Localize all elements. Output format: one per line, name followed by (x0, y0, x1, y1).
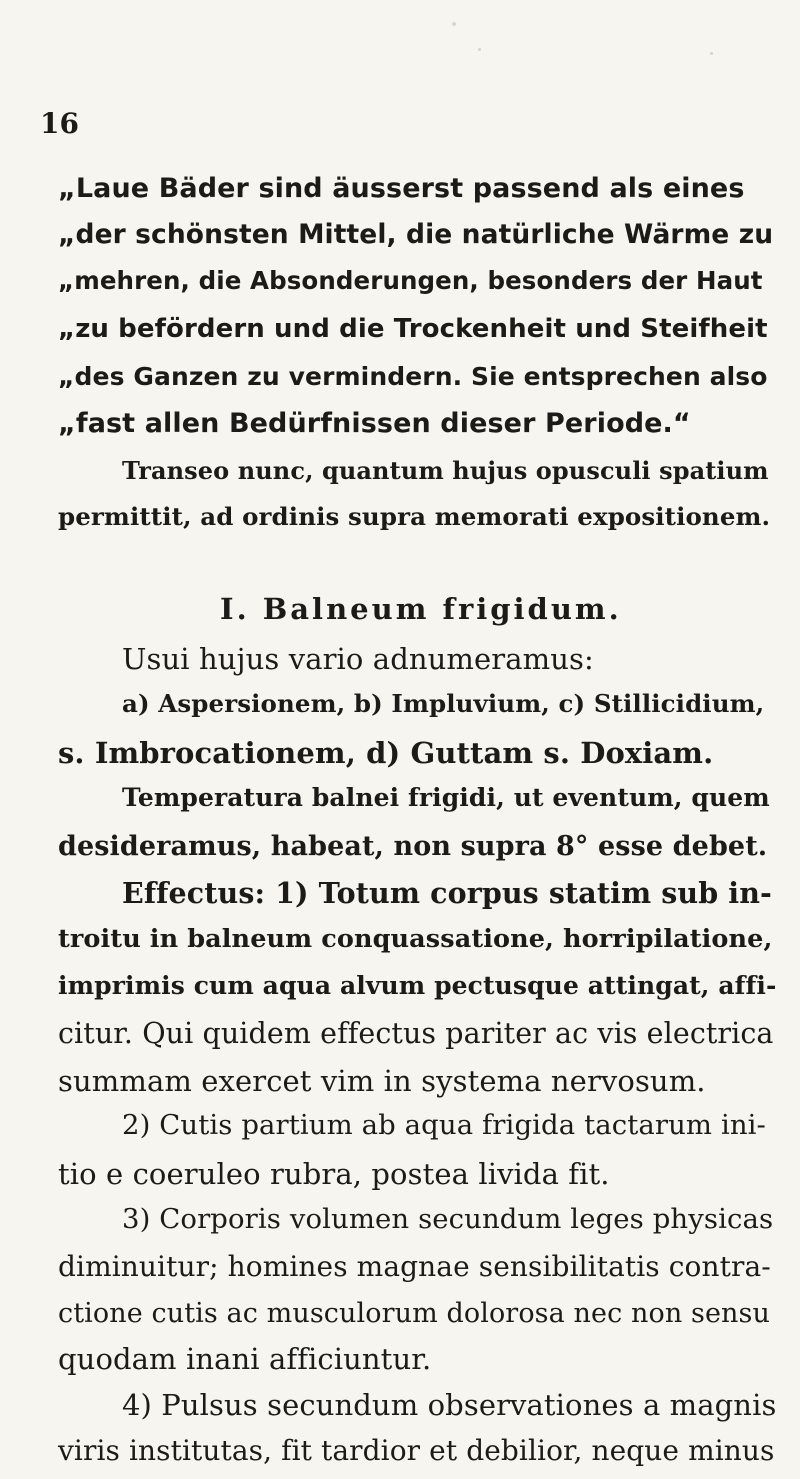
paragraph-line: imprimis cum aqua alvum pectusque attingat, affi- (58, 971, 777, 1001)
paragraph-line: s. Imbrocationem, d) Guttam s. Doxiam. (58, 735, 714, 770)
page-number: 16 (40, 107, 79, 140)
paragraph-line: Effectus: 1) Totum corpus statim sub in- (122, 875, 772, 910)
paragraph-line: Transeo nunc, quantum hujus opusculi spatium (122, 456, 769, 486)
paragraph-line: 3) Corporis volumen secundum leges physicas (122, 1203, 774, 1235)
paragraph-line: summam exercet vim in systema nervosum. (58, 1063, 706, 1098)
paragraph-line: permittit, ad ordinis supra memorati expositionem. (58, 501, 771, 531)
paragraph-line: diminuitur; homines magnae sensibilitatis contra- (58, 1249, 771, 1283)
paper-speck (452, 22, 456, 26)
quote-line: „der schönsten Mittel, die natürliche Wärme zu (58, 218, 774, 250)
quote-line: „zu befördern und die Trockenheit und Steifheit (58, 314, 768, 345)
paper-speck (710, 52, 713, 55)
paragraph-line: quodam inani afficiuntur. (58, 1342, 432, 1377)
paragraph-line: Temperatura balnei frigidi, ut eventum, quem (122, 782, 770, 812)
quote-line: „mehren, die Absonderungen, besonders der Haut (58, 266, 763, 296)
paragraph-line: a) Aspersionem, b) Impluvium, c) Stillicidium, (122, 688, 765, 718)
paper-speck (478, 48, 481, 51)
paragraph-line: 2) Cutis partium ab aqua frigida tactarum ini- (122, 1108, 766, 1141)
quote-line: „Laue Bäder sind äusserst passend als eines (58, 173, 745, 204)
paragraph-line: ctione cutis ac musculorum dolorosa nec non sensu (58, 1297, 770, 1329)
quote-line: „des Ganzen zu vermindern. Sie entsprechen also (58, 361, 768, 391)
section-heading: I. Balneum frigidum. (220, 591, 622, 626)
quote-line: „fast allen Bedürfnissen dieser Periode.“ (58, 407, 691, 439)
paragraph-line: desideramus, habeat, non supra 8° esse debet. (58, 831, 768, 862)
paragraph-line: tio e coeruleo rubra, postea livida fit. (58, 1157, 610, 1192)
paragraph-line: 4) Pulsus secundum observationes a magnis (122, 1388, 777, 1423)
paragraph-line: viris institutas, fit tardior et debilior, neque minus (58, 1434, 775, 1467)
paragraph-line: troitu in balneum conquassatione, horripilatione, (58, 923, 773, 954)
paragraph-line: Usui hujus vario adnumeramus: (122, 642, 594, 677)
paragraph-line: citur. Qui quidem effectus pariter ac vis electrica (58, 1017, 774, 1050)
